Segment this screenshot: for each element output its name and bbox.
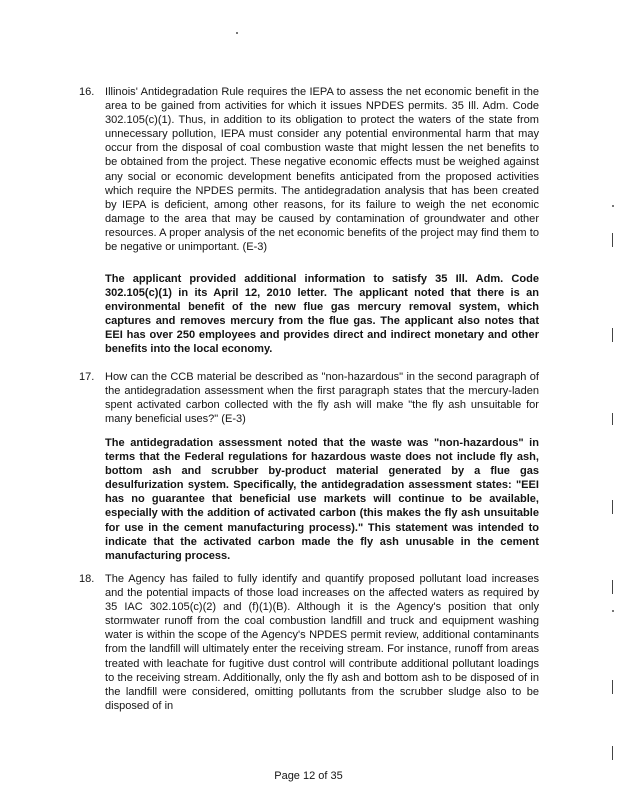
page-footer: Page 12 of 35 (274, 770, 343, 782)
revision-bar (612, 413, 613, 425)
revision-bar (612, 233, 613, 247)
revision-bar (612, 328, 613, 342)
comment-number: 18. (79, 573, 95, 585)
revision-bar (612, 580, 613, 594)
comment-text: The Agency has failed to fully identify and quantify proposed pollutant load increases and the potential impacts of those load increases on the affected waters as required by 35 IAC 302.105(c)(2) and (f)(1)(B). Although it is the Agency's position that only stormwater runoff from the coal combustion landfill and truck and equipment washing water is within the scope of the Agency's NPDES permit review, additional contaminants from the landfill will ultimately enter the receiving stream. For instance, runoff from areas treated with leachate for fugitive dust control will contribute additional pollutant loadings to the receiving stream. Additionally, only the fly ash and bottom ash to be disposed of in the landfill were considered, omitting pollutants from the scrubber sludge also to be disposed of in (105, 573, 539, 712)
revision-bar (612, 680, 613, 694)
comment-text: How can the CCB material be described as "non-hazardous" in the second paragraph of the antidegradation assessment when the first paragraph states that the mercury-laden spent activated carbon collected with the fly ash will make "the fly ash unsuitable for many beneficial uses?" (E-3) (105, 371, 539, 426)
comment-text: Illinois' Antidegradation Rule requires the IEPA to assess the net economic benefit in the area to be gained from activities for which it issues NPDES permits. 35 Ill. Adm. Code 302.105(c)(1). Thus, in addition to its obligation to protect the waters of the state from unnecessary pollution, IEPA must consider any potential environmental harm that may occur from the disposal of coal combustion waste that might lessen the net benefits to be obtained from the project. These negative economic effects must be weighed against any social or economic development benefits anticipated from the proposed activities which require the NPDES permits. The antidegradation analysis that has been created by IEPA is deficient, among other reasons, for its failure to weigh the net economic damage to the area that may be caused by contamination of groundwater and other resources. A proper analysis of the net economic benefits of the project may find them to be negative or unimportant. (E-3) (105, 86, 539, 254)
comment-18 (79, 572, 539, 713)
scan-speck (612, 205, 614, 207)
response-17: The antidegradation assessment noted that the waste was "non-hazardous" in terms that the Federal regulations for hazardous waste does not include fly ash, bottom ash and scrubber by-product material generated by a flue gas desulfurization system. Specifically, the antidegradation assessment states: "EEI has no guarantee that beneficial use markets will continue to be available, especially with the addition of activated carbon (this makes the fly ash unsuitable for use in the cement manufacturing process)." This statement was intended to indicate that the activated carbon made the fly ash unusable in the cement manufacturing process. (105, 437, 539, 562)
revision-bar (612, 746, 613, 760)
scan-speck (612, 610, 614, 612)
response-16: The applicant provided additional information to satisfy 35 Ill. Adm. Code 302.105(c)(1) in its April 12, 2010 letter. The applicant noted that there is an environmental benefit of the new flue gas mercury removal system, which captures and removes mercury from the flue gas. The applicant also notes that EEI has over 250 employees and provides direct and indirect monetary and other benefits into the local economy. (105, 273, 539, 356)
comment-17 (79, 370, 539, 426)
comment-16 (79, 85, 539, 254)
scan-speck (236, 32, 238, 34)
comment-number: 16. (79, 86, 95, 98)
revision-bar (612, 500, 613, 514)
comment-number: 17. (79, 371, 95, 383)
